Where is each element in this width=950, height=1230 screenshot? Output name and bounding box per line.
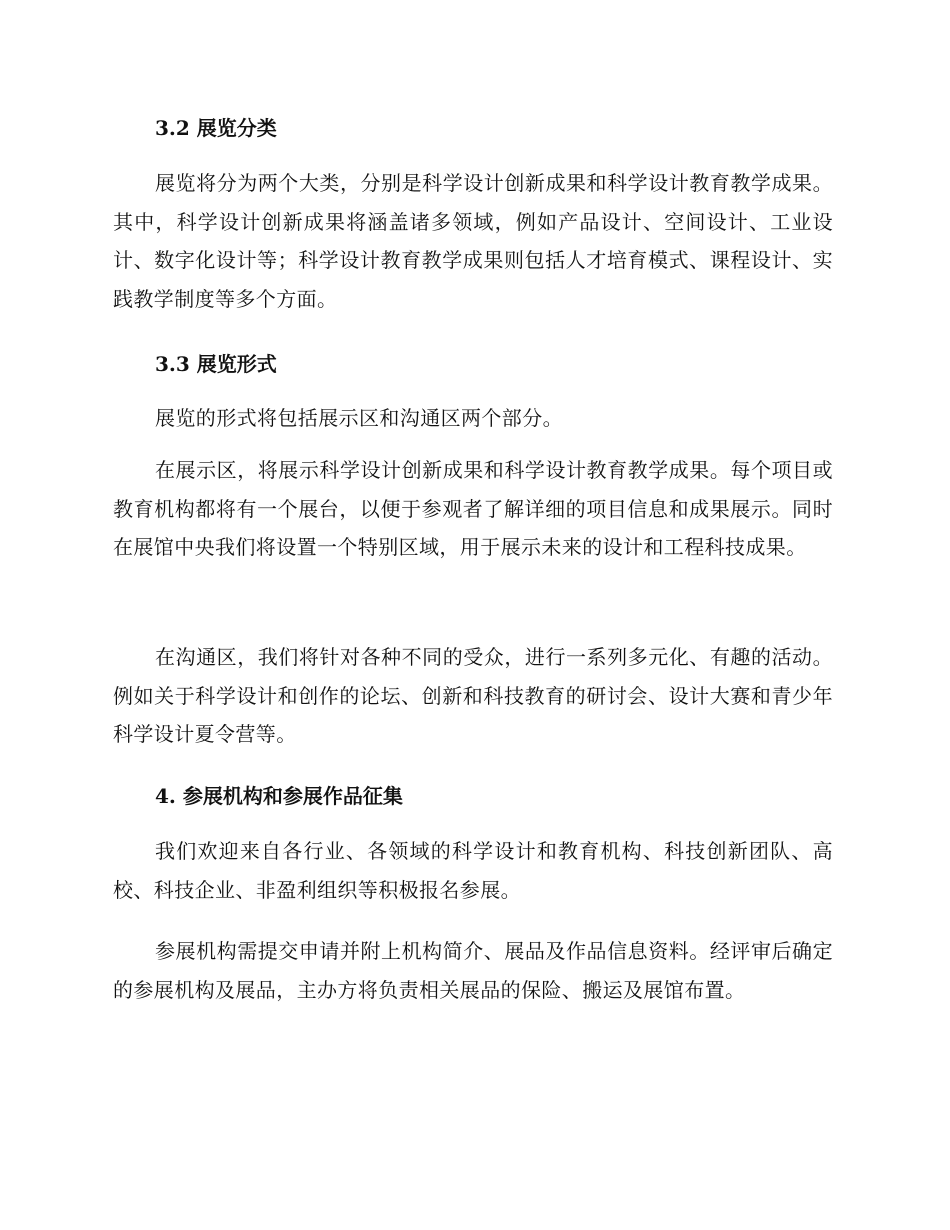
paragraph-communication-area: 在沟通区，我们将针对各种不同的受众，进行一系列多元化、有趣的活动。例如关于科学设计和创作的论坛、创新和科技教育的研讨会、设计大赛和青少年科学设计夏令营等。: [113, 645, 833, 747]
paragraph-display-area: 在展示区，将展示科学设计创新成果和科学设计教育教学成果。每个项目或教育机构都将有一个展台，以便于参观者了解详细的项目信息和成果展示。同时在展馆中央我们将设置一个特别区域，用于展示未来的设计和工程科技成果。: [113, 458, 833, 560]
section-heading-3-3: 3.3 展览形式: [155, 352, 277, 376]
section-heading-3-2: 3.2 展览分类: [155, 116, 277, 140]
paragraph-call-for-participants: 我们欢迎来自各行业、各领域的科学设计和教育机构、科技创新团队、高校、科技企业、非盈利组织等积极报名参展。: [113, 839, 833, 902]
paragraph-exhibition-categories: 展览将分为两个大类，分别是科学设计创新成果和科学设计教育教学成果。其中，科学设计创新成果将涵盖诸多领域，例如产品设计、空间设计、工业设计、数字化设计等；科学设计教育教学成果则包括人才培育模式、课程设计、实践教学制度等多个方面。: [113, 171, 833, 311]
paragraph-exhibition-format: 展览的形式将包括展示区和沟通区两个部分。: [155, 406, 563, 430]
paragraph-application-requirements: 参展机构需提交申请并附上机构简介、展品及作品信息资料。经评审后确定的参展机构及展品，主办方将负责相关展品的保险、搬运及展馆布置。: [113, 939, 833, 1002]
section-heading-4: 4. 参展机构和参展作品征集: [155, 784, 403, 808]
